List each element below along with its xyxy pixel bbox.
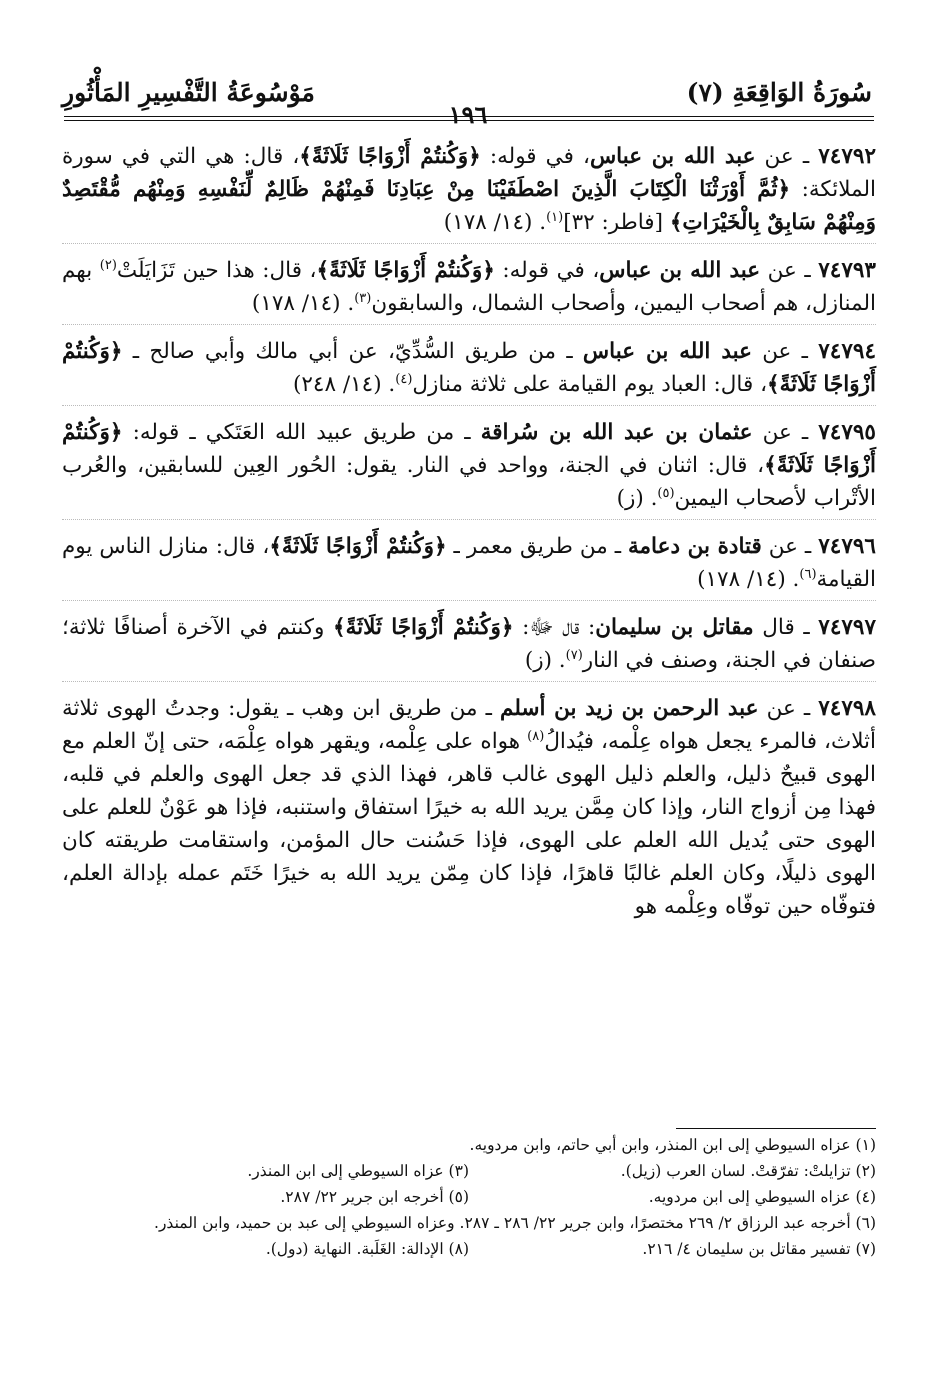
entry-text: ـ عن [761, 534, 812, 559]
entry-number: ٧٤٧٩٣ [818, 258, 876, 283]
entry-number: ٧٤٧٩٧ [818, 615, 877, 640]
quran-quote: ﴿ثُمَّ أَوْرَثْنَا الْكِتَابَ الَّذِينَ اصْطَفَيْنَا مِنْ عِبَادِنَا فَمِنْهُمْ ظَالِمٌ لِّنَفْسِهِ وَمِنْهُم مُّقْتَصِدٌ وَمِنْهُمْ سَابِقٌ بِالْخَيْرَاتِ﴾ [62, 177, 876, 235]
entry-text: بهم المنازل، هم أصحاب اليمين، وأصحاب الشمال، والسابقون [62, 258, 876, 316]
footnote-ref[interactable]: (٤) [395, 371, 413, 387]
footnote: (١) عزاه السيوطي إلى ابن المنذر، وابن أبي حاتم، وابن مردويه. [469, 1136, 876, 1154]
footnotes [62, 1132, 876, 1262]
entry-number: ٧٤٧٩٢ [818, 144, 876, 169]
footnote-ref[interactable]: (٥) [657, 485, 675, 501]
footnote: (٦) أخرجه عبد الرزاق ٢/ ٢٦٩ مختصرًا، وابن جرير ٢٢/ ٢٨٦ ـ ٢٨٧. وعزاه السيوطي إلى عبد بن حميد، وابن المنذر. [154, 1214, 876, 1232]
entry-text: ـ عن [752, 420, 809, 445]
entry-text: ـ عن [758, 696, 811, 721]
narrator-name: عبد الله بن عباس [599, 258, 761, 283]
entry-text: ـ من طريق عبيد الله العَتَكي ـ قوله: [122, 420, 481, 445]
hadith-entry [62, 611, 876, 682]
narrator-name: عبد الله بن عباس [582, 339, 752, 364]
entry-text: ، قال: هي التي في سورة الملائكة: [62, 144, 876, 202]
entry-text: ـ من طريق ابن وهب ـ يقول: وجدتُ الهوى ثلاثة أثلاث، فالمرء يجعل هواه عِلْمه، فيُدالُ [62, 696, 876, 754]
running-title-book: مَوْسُوعَةُ التَّفْسِيرِ المَأْثُورِ [62, 78, 315, 107]
main-text [62, 140, 876, 937]
footnote: (٨) الإدالة: الغَلَبة. النهاية (دول). [265, 1240, 469, 1258]
hadith-entry [62, 254, 876, 325]
quran-quote: ﴿وَكُنتُمْ أَزْوَاجًا ثَلَاثَةً﴾ [299, 144, 481, 169]
entry-text: هواه على عِلْمه، ويقهر هواه عِلْمَه، حتى إنّ العلم مع الهوى قبيحٌ ذليل، والعلم ذليل الهوى غالب قاهر، فهذا الذي قد جعل الهوى والعلم في قلبه، فهذا مِن أزواج النار، وإذا كان مِمَّن يريد الله به خيرًا استفاق واستنبه، فإذا هو عَوْنٌ للعلم على الهوى حتى يُديل الله العلم على الهوى، فإذا حَسُنت حال المؤمن، واستقامت طريقته كان الهوى ذليلًا، وكان العلم غالبًا قاهرًا، فإذا كان مِمّن يريد الله به خيرًا خَتَم عمله بإدالة العلم، فتوفّاه حين توفّاه وعِلْمه هو [62, 729, 876, 919]
entry-text: . (ز) [524, 648, 566, 673]
entry-text: ، في قوله: [480, 144, 590, 169]
footnote-ref[interactable]: (٧) [565, 647, 583, 663]
entry-text: ـ عن [755, 144, 810, 169]
narrator-name: عبد الرحمن بن زيد بن أسلم [500, 696, 759, 721]
entry-text: : قال ﷻ: [513, 615, 596, 640]
hadith-entry [62, 140, 876, 244]
entry-text: . (١٤/ ١٧٨) [443, 210, 547, 235]
narrator-name: قتادة بن دعامة [628, 534, 762, 559]
entry-number: ٧٤٧٩٤ [818, 339, 876, 364]
quran-quote: ﴿وَكُنتُمْ أَزْوَاجًا ثَلَاثَةً﴾ [62, 420, 876, 478]
entry-number: ٧٤٧٩٦ [818, 534, 876, 559]
footnote: (٢) تزايلتْ: تفرّقتْ. لسان العرب (زيل). [620, 1162, 876, 1180]
entry-text: ـ قال [753, 615, 810, 640]
narrator-name: عبد الله بن عباس [589, 144, 756, 169]
hadith-entry [62, 335, 876, 406]
entry-text: ـ عن [751, 339, 808, 364]
page-number: ١٩٦ [448, 100, 488, 129]
entry-number: ٧٤٧٩٨ [818, 696, 876, 721]
entry-text: ـ من طريق السُّدِّيّ، عن أبي مالك وأبي صالح ـ [122, 339, 583, 364]
quran-quote: ﴿وَكُنتُمْ أَزْوَاجًا ثَلَاثَةً﴾ [333, 615, 514, 640]
footnote-ref[interactable]: (١) [546, 209, 564, 225]
footnote: (٣) عزاه السيوطي إلى ابن المنذر. [247, 1162, 469, 1180]
narrator-name: مقاتل بن سليمان [595, 615, 754, 640]
footnote-ref[interactable]: (٣) [354, 290, 372, 306]
running-title-surah: سُورَةُ الوَاقِعَةِ (٧) [686, 78, 872, 107]
quran-quote: ﴿وَكُنتُمْ أَزْوَاجًا ثَلَاثَةً﴾ [316, 258, 495, 283]
hadith-entry [62, 530, 876, 601]
narrator-name: عثمان بن عبد الله بن سُراقة [480, 420, 753, 445]
entry-text: . (ز) [616, 486, 658, 511]
entry-text: ، في قوله: [494, 258, 600, 283]
entry-text: . (١٤/ ١٧٨) [697, 567, 800, 592]
footnote: (٤) عزاه السيوطي إلى ابن مردويه. [648, 1188, 876, 1206]
header-rule-inner [64, 120, 874, 121]
footnote-ref[interactable]: (٢) [99, 257, 117, 273]
quran-quote: ﴿وَكُنتُمْ أَزْوَاجًا ثَلَاثَةً﴾ [269, 534, 447, 559]
entry-text: ، قال: العباد يوم القيامة على ثلاثة منازل [412, 372, 768, 397]
footnote-ref[interactable]: (٨) [527, 728, 545, 744]
hadith-entry [62, 692, 876, 927]
entry-text: ـ عن [760, 258, 811, 283]
entry-text: ـ من طريق معمر ـ [446, 534, 629, 559]
hadith-entry [62, 416, 876, 520]
entry-text: وكنتم في الآخرة أصنافًا ثلاثة؛ صنفان في الجنة، وصنف في النار [62, 615, 876, 673]
entry-number: ٧٤٧٩٥ [818, 420, 876, 445]
entry-text: ، قال: هذا حين تَزَايَلَتْ [116, 258, 317, 283]
entry-text: . (١٤/ ٢٤٨) [292, 372, 396, 397]
entry-text: ، قال: اثنان في الجنة، وواحد في النار. يقول: الحُور العِين للسابقين، والعُرب الأتْراب لأصحاب اليمين [62, 453, 876, 511]
header-rule [64, 116, 874, 117]
quran-quote: ﴿وَكُنتُمْ أَزْوَاجًا ثَلَاثَةً﴾ [62, 339, 876, 397]
entry-text: . (١٤/ ١٧٨) [251, 291, 355, 316]
footnote-separator [676, 1128, 876, 1129]
entry-text: ، قال: منازل الناس يوم القيامة [62, 534, 876, 592]
footnote: (٥) أخرجه ابن جرير ٢٢/ ٢٨٧. [280, 1188, 469, 1206]
entry-text: [فاطر: ٣٢] [563, 210, 670, 235]
footnote-ref[interactable]: (٦) [799, 566, 817, 582]
footnote: (٧) تفسير مقاتل بن سليمان ٤/ ٢١٦. [642, 1240, 876, 1258]
